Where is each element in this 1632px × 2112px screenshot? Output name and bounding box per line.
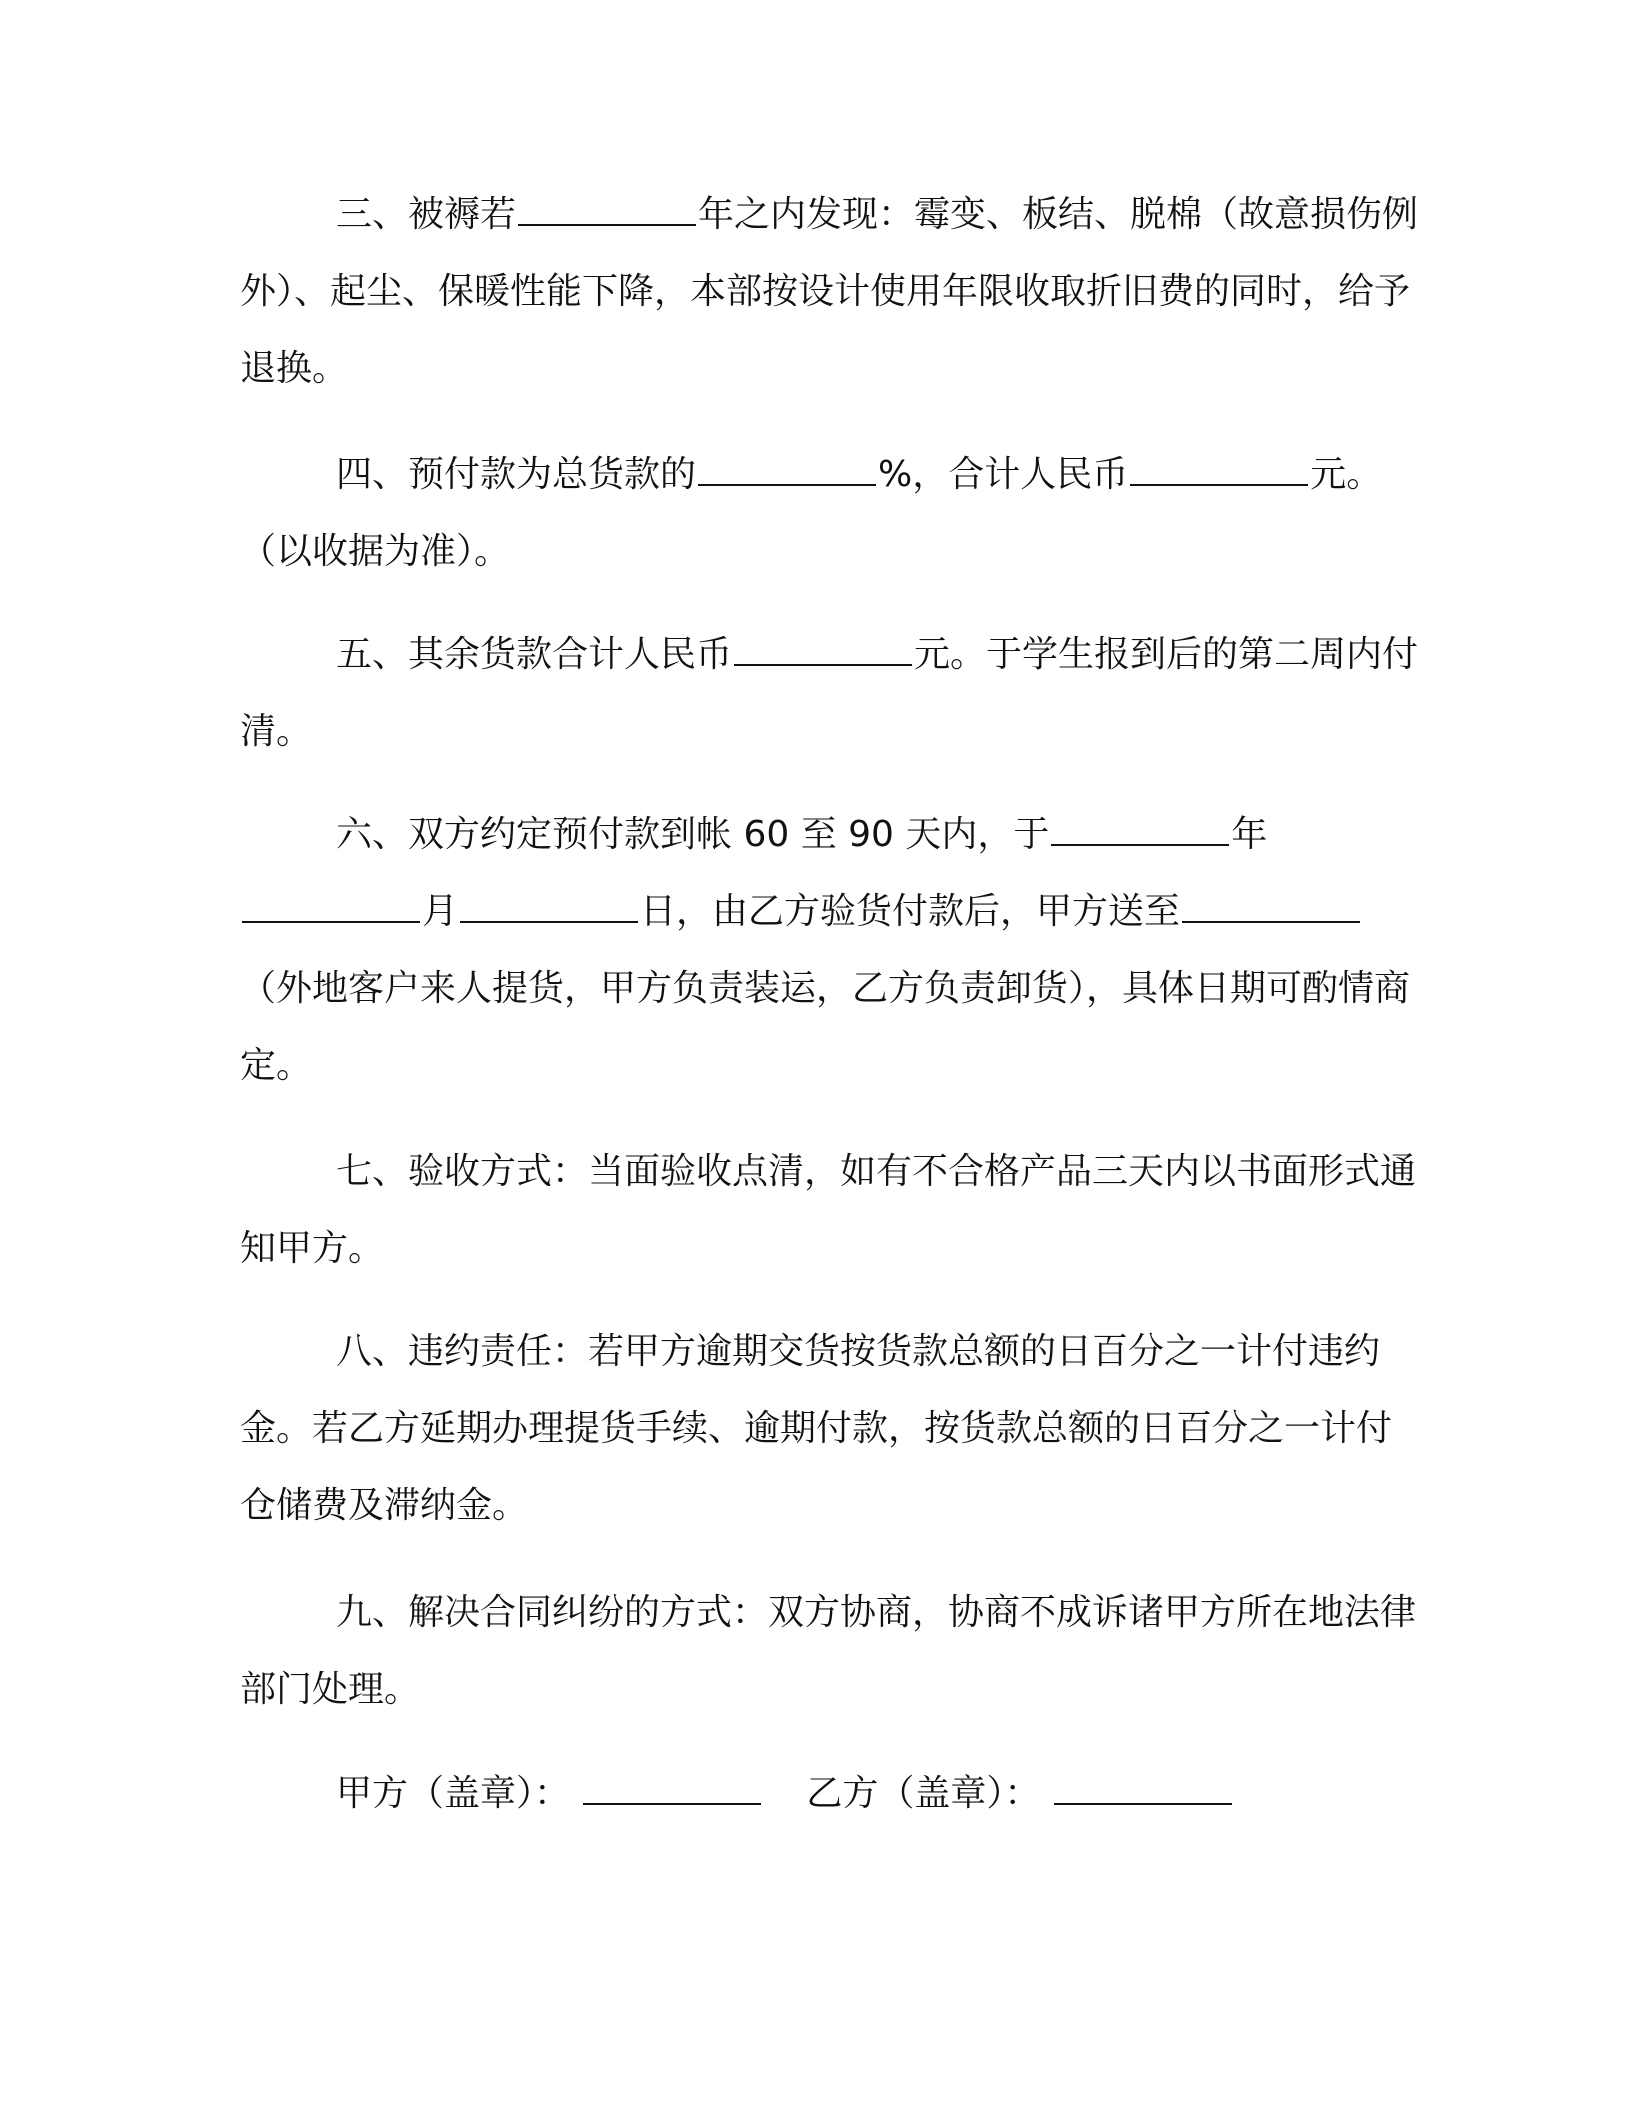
clause-7: [240, 1133, 1420, 1287]
fill-blank-year[interactable]: [1051, 814, 1229, 846]
clause-9-text: 九、解决合同纠纷的方式：双方协商，协商不成诉诸甲方所在地法律部门处理。: [240, 1592, 1417, 1710]
fill-blank-prepay-amount[interactable]: [1130, 454, 1308, 486]
clause-4-text-b: %，合计人民币: [878, 454, 1129, 495]
fill-blank-destination[interactable]: [1182, 891, 1360, 923]
clause-7-text: 七、验收方式：当面验收点清，如有不合格产品三天内以书面形式通知甲方。: [240, 1151, 1417, 1269]
clause-4: [240, 436, 1420, 590]
clause-6-text-d: 日，由乙方验货付款后，甲方送至: [640, 891, 1181, 932]
clause-8-text: 八、违约责任：若甲方逾期交货按货款总额的日百分之一计付违约金。若乙方延期办理提货手续、逾期付款，按货款总额的日百分之一计付仓储费及滞纳金。: [240, 1331, 1393, 1526]
fill-blank-month[interactable]: [242, 891, 420, 923]
clause-6-text-e: （外地客户来人提货，甲方负责装运，乙方负责卸货），具体日期可酌情商定。: [240, 968, 1411, 1086]
fill-blank-percent[interactable]: [698, 454, 876, 486]
fill-blank-day[interactable]: [460, 891, 638, 923]
clause-3-text-a: 三、被褥若: [336, 194, 517, 235]
clause-5: [240, 616, 1420, 770]
clause-6-text-a: 六、双方约定预付款到帐 60 至 90 天内，于: [336, 814, 1050, 855]
fill-blank-balance-amount[interactable]: [734, 634, 912, 666]
clause-6-text-b: 年: [1231, 814, 1268, 855]
clause-3-text-b: 年之内发现：霉变、板结、脱棉（故意损伤例外）、起尘、保暖性能下降，本部按设计使用年限收取折旧费的同时，给予退换。: [240, 194, 1419, 389]
clause-4-text-c: 元。（以收据为准）。: [240, 454, 1383, 572]
clause-8: [240, 1313, 1420, 1544]
clause-4-text-a: 四、预付款为总货款的: [336, 454, 697, 495]
clause-5-text-b: 元。于学生报到后的第二周内付清。: [240, 634, 1419, 752]
party-a-seal-blank[interactable]: [583, 1773, 761, 1805]
clause-3: [240, 176, 1420, 407]
clause-6-text-c: 月: [422, 891, 459, 932]
clause-9: [240, 1574, 1420, 1728]
signature-line: [336, 1755, 1234, 1832]
party-a-label: 甲方（盖章）：: [336, 1773, 571, 1814]
party-b-seal-blank[interactable]: [1054, 1773, 1232, 1805]
clause-5-text-a: 五、其余货款合计人民币: [336, 634, 733, 675]
clause-6: [240, 796, 1420, 1104]
fill-blank-years[interactable]: [518, 194, 696, 226]
party-b-label: 乙方（盖章）：: [806, 1773, 1041, 1814]
